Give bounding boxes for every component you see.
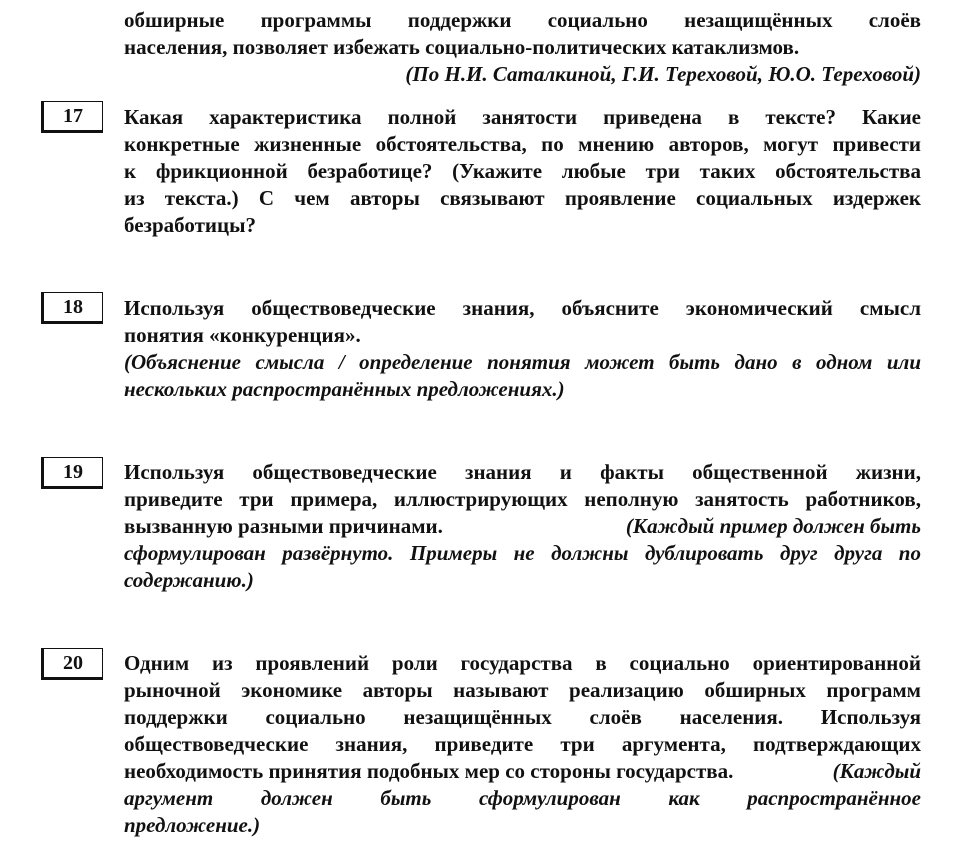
intro-line-1: обширные программы поддержки социально незащищённых слоёв bbox=[124, 8, 921, 32]
task-19-note-2: сформулирован развёрнуто. Примеры не должны дублировать друг друга по bbox=[124, 541, 921, 565]
task-20-line-1: Одним из проявлений роли государства в социально ориентированной bbox=[124, 651, 921, 675]
task-19-line-2: приведите три примера, иллюстрирующих неполную занятость работников, bbox=[124, 487, 921, 511]
task-19-line-1: Используя обществоведческие знания и факты общественной жизни, bbox=[124, 460, 921, 484]
intro-source: (По Н.И. Саталкиной, Г.И. Тереховой, Ю.О. Тереховой) bbox=[405, 62, 921, 86]
task-17-line-4: из текста.) С чем авторы связывают проявление социальных издержек bbox=[124, 186, 921, 210]
task-20-note-3: предложение.) bbox=[124, 813, 261, 837]
task-20-note-1: (Каждый bbox=[832, 759, 921, 783]
task-19-line-3 bbox=[124, 513, 921, 540]
task-20-note-2: аргумент должен быть сформулирован как распространённое bbox=[124, 786, 921, 810]
task-20-line-5-text: необходимость принятия подобных мер со стороны государства. bbox=[124, 759, 734, 783]
intro-line-2: населения, позволяет избежать социально-политических катаклизмов. bbox=[124, 35, 800, 59]
task-17-line-5: безработицы? bbox=[124, 213, 257, 237]
task-18-note-2: нескольких распространённых предложениях.) bbox=[124, 377, 565, 401]
task-number-20: 20 bbox=[41, 648, 103, 680]
task-19-note-1: (Каждый пример должен быть bbox=[625, 514, 921, 538]
task-18-note-1: (Объяснение смысла / определение понятия может быть дано в одном или bbox=[124, 350, 921, 374]
task-20-line-4: обществоведческие знания, приведите три аргумента, подтверждающих bbox=[124, 732, 921, 756]
task-number-17: 17 bbox=[41, 101, 103, 133]
task-18-line-1: Используя обществоведческие знания, объясните экономический смысл bbox=[124, 296, 921, 320]
task-number-18: 18 bbox=[41, 292, 103, 324]
task-18-line-2: понятия «конкуренция». bbox=[124, 323, 361, 347]
task-19-line-3-text: вызванную разными причинами. bbox=[124, 514, 443, 538]
task-17-line-2: конкретные жизненные обстоятельства, по мнению авторов, могут привести bbox=[124, 132, 921, 156]
task-17-line-1: Какая характеристика полной занятости приведена в тексте? Какие bbox=[124, 105, 921, 129]
task-number-19: 19 bbox=[41, 457, 103, 489]
task-19-note-3: содержанию.) bbox=[124, 568, 254, 592]
task-17-line-3: к фрикционной безработице? (Укажите любые три таких обстоятельства bbox=[124, 159, 921, 183]
task-20-line-3: поддержки социально незащищённых слоёв населения. Используя bbox=[124, 705, 921, 729]
task-20-line-2: рыночной экономике авторы называют реализацию обширных программ bbox=[124, 678, 921, 702]
task-20-line-5 bbox=[124, 758, 921, 785]
